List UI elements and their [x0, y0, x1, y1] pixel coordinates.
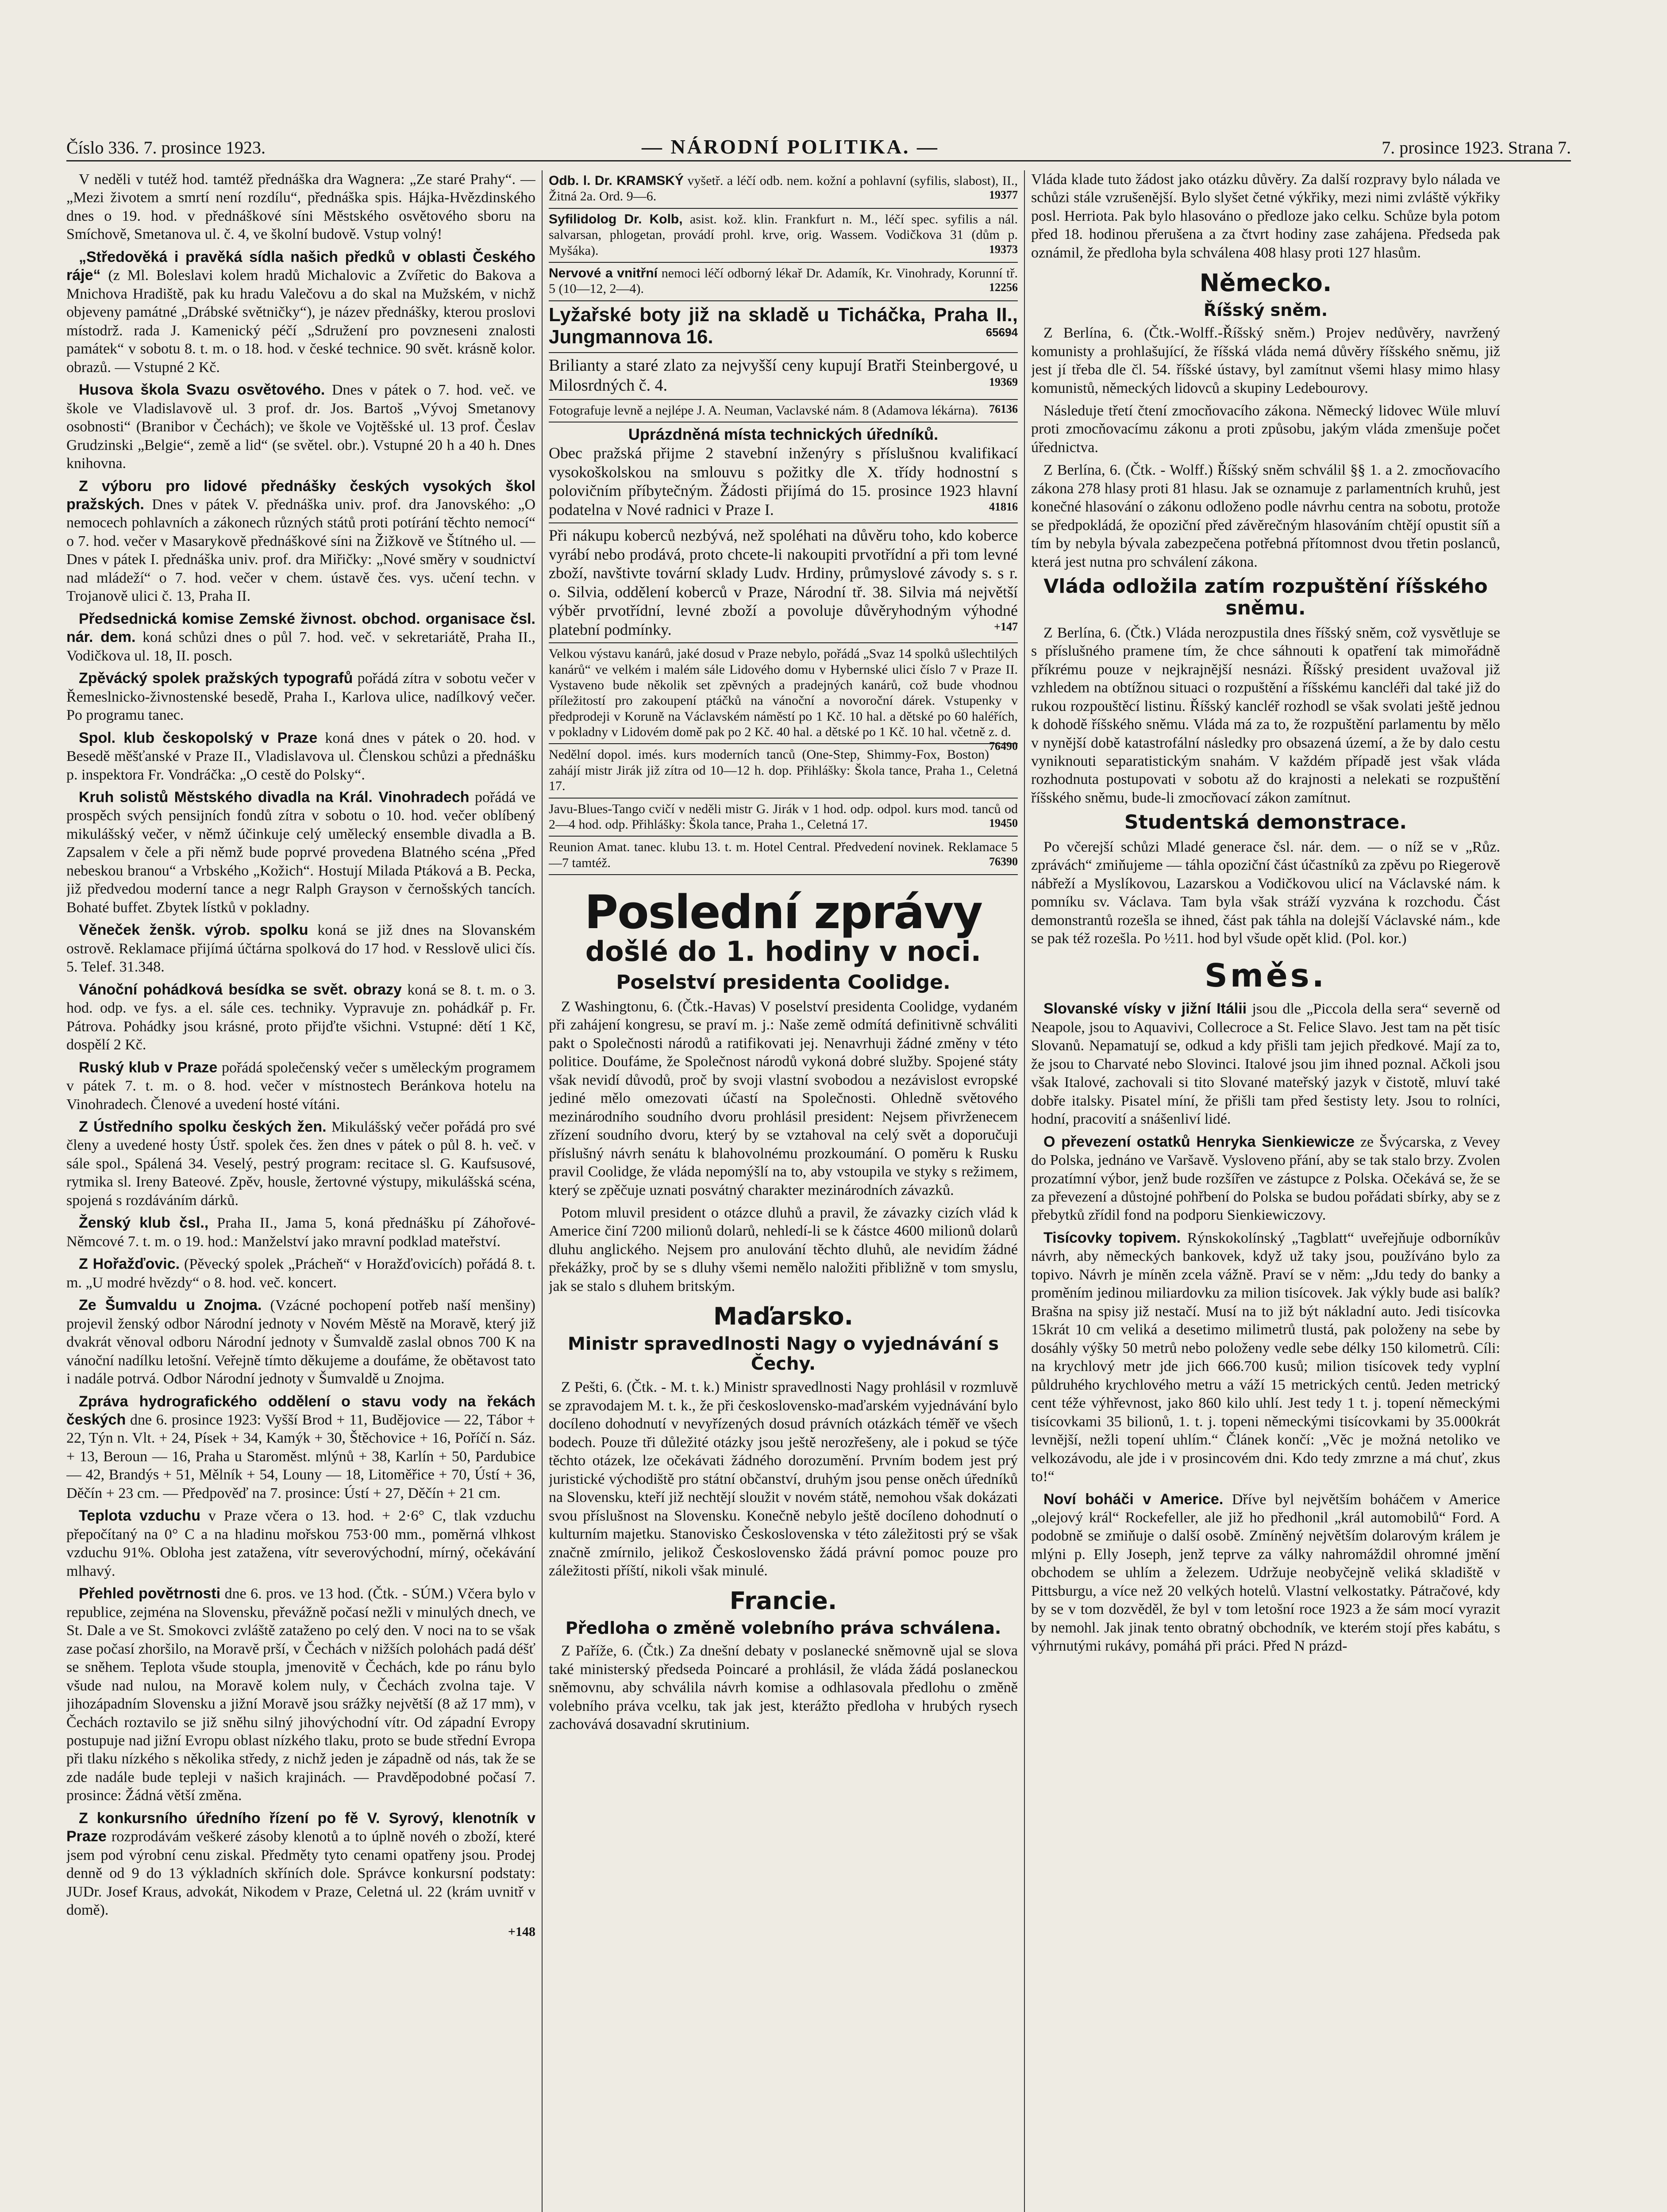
- header-rule: [66, 160, 1571, 161]
- headline: Ministr spravedlnosti Nagy o vyjednávání s Čechy.: [567, 1333, 999, 1374]
- subheading: Říšský sněm.: [1203, 300, 1328, 320]
- issue-number: Číslo 336. 7. prosince 1923.: [66, 138, 266, 157]
- canary-ad: Velkou výstavu kanárů, jaké dosud v Praze nebylo, pořádá „Svaz 14 spolků ušlechtilých kanárů“ ve velkém i malém sále Lidového domu v Hybernské ulici číslo 7 v Praze II. Vystaveno bude několik set zpěvných a pradejných kanárů, což bude vhodnou příležitostí pro zakoupení ptáčků na vánoční a novoroční dárek. Vstupenky v předprodeji v Koruně na Václavském náměstí po 1 Kč. 10 hal. a dětské po 60 haléřích, v pokladny v Lidovém domě pak po 2 Kč. 40 hal. a dětské po 1 Kč. 10 hal. včetně z. d. 76490: [549, 643, 1018, 744]
- notice: Z Ústředního spolku českých žen. Mikulášský večer pořádá pro své členy a uvedené hosty Ústř. spolek čes. žen dnes v pátek o půl 8. h. več. v sále spol., Spálená 34. Veselý, pestrý program: recitace sl. G. Kaufsusové, rytmika sl. Ireny Bateové. Zpěv, housle, žertovné výstupy, mikulášská scéna, spojená s rozdáváním dárků.: [66, 1118, 535, 1209]
- column-2: [549, 170, 1018, 2212]
- headline: Předloha o změně volebního práva schválena.: [565, 1618, 1001, 1638]
- notice: Věneček ženšk. výrob. spolku koná se již dnes na Slovanském ostrově. Reklamace přijímá účtárna spolková do 17 hod. v Resslově ulici čís. 5. Telef. 31.348.: [66, 922, 535, 975]
- article-paragraph: Po včerejší schůzi Mladé generace čsl. nár. dem. — o níž se v „Růz. zprávách“ zmiňujeme — táhla opoziční část účastníků za zpěvu po Riegerově nábřeží a Myslíkovou, Lazarskou a Vodičkovou ulicí na Václavské nám. k pomníku sv. Václava. Tam byla však stráží vyzvána k rozchodu. Část demonstrantů rozešla se ihned, část pak táhla na dolejší Václavské nám., kde se pak též rozešla. Po ½11. hod byl všude opět klid. (Pol. kor.): [1031, 838, 1500, 947]
- section-heading-miscellany: Směs.: [1205, 957, 1327, 995]
- notice: Spol. klub českopolský v Praze koná dnes v pátek o 20. hod. v Besedě měšťanské v Praze II., Vladislavova ul. Členskou schůzi a přednášku p. inspektora Fr. Vondráčka: „O cestě do Polsky“.: [66, 729, 535, 783]
- notice: Z výboru pro lidové přednášky českých vysokých škol pražských. Dnes v pátek V. přednáška univ. prof. dra Janovského: „O nemocech pohlavních a zákonech různých států proti potírání těchto nemocí“ o 7. hod. večer v Masarykově přednáškové síni na Žižkově ve Štítného ul. — Dnes v pátek I. přednáška univ. prof. dra Miřičky: „Nové směry v soudnictví nad mládeží“ o 7. hod. večer v chem. ústavě čes. vys. učení techn. v Trojanově ulici č. 13, Praha II.: [66, 477, 535, 605]
- masthead: — NÁRODNÍ POLITIKA. —: [642, 135, 939, 158]
- ad-number: +148: [508, 1924, 535, 1939]
- notice: Předsednická komise Zemské živnost. obchod. organisace čsl. nár. dem. koná schůzi dnes o půl 7. hod. več. v sekretariátě, Praha II., Vodičkova ul. 18, II. posch.: [66, 610, 535, 664]
- notice: „Středověká i pravěká sídla našich předků v oblasti Českého ráje“ (z Ml. Boleslavi kolem hradů Michalovic a Zvířetic do Bakova a Mnichova Hradiště, pak ku hradu Valečovu a do skal na Mužském, v nichž objeveny památné „Drábské světničky“), je název přednášky, kterou proslovi místodrž. rada J. Kamenický péčí „Sdružení pro povzneseni znalosti památek“ v sobotu 8. t. m. o 18. hod. v české technice. 90 svět. krásně kolor. obrazů. — Vstupné 2 Kč.: [66, 248, 535, 376]
- water-level-report: Zpráva hydrografického oddělení o stavu vody na řekách českých dne 6. prosince 1923: Vyšší Brod + 11, Budějovice — 22, Tábor + 22, Týn n. Vlt. + 24, Písek + 34, Kamýk + 30, Štěchovice + 16, Poříčí n. Sáz. + 13, Beroun — 16, Praha u Staroměst. mlýnů + 38, Karlín + 50, Pardubice — 42, Brandýs + 51, Mělník + 54, Louny — 18, Litoměřice + 70, Ústí + 36, Děčín + 23 cm. — Předpověď na 7. prosince: Ústí + 27, Děčín + 21 cm.: [66, 1393, 535, 1502]
- article-paragraph: Potom mluvil president o otázce dluhů a pravil, že závazky cizích vlád k Americe činí 7200 milionů dolarů, nehledí-li se k částce 4600 milionů dolarů dluhu anglického. Nejsem pro anulování těchto dluhů, ale nevidím žádné překážky, proč by se s dluhy všemi nemělo naložiti přibližně v tom smyslu, jak se stalo s dluhem britským.: [549, 1205, 1018, 1294]
- page-number: 7. prosince 1923. Strana 7.: [1382, 138, 1571, 157]
- notice: Z konkursního úředního řízení po fě V. Syrový, klenotník v Praze rozprodávám veškeré zásoby klenotů a to úplně novéh o zboží, které jsem pod výrobní cenu ziskal. Předměty tyto cenami opatřeny jsou. Prodej denně od 9 do 13 výkladních skříních dole. Správce konkursní podstaty: JUDr. Josef Kraus, advokát, Nikodem v Praze, Celetná ul. 22 (krám uvnitř v domě).: [66, 1809, 535, 1919]
- article-paragraph: Vláda klade tuto žádost jako otázku důvěry. Za další rozpravy bylo nálada ve schůzi stále vzrušenější. Bylo slyšet četné výkřiky, mezi nimi zvláště výkřiky posl. Herriota. Pak bylo hlasováno o předloze jako celku. Schůze byla potom před 18. hodinou přerušena a za čtvrt hodiny zase zahájena. Předseda pak oznámil, že předloha byla schválena 408 hlasy proti 127 hlasům.: [1031, 171, 1500, 261]
- column-divider: [1024, 170, 1025, 2212]
- boots-ad: Lyžařské boty již na skladě u Ticháčka, Praha II., Jungmannova 16. 65694: [549, 301, 1018, 353]
- reunion-ad: Reunion Amat. tanec. klubu 13. t. m. Hotel Central. Předvedení novinek. Reklamace 5—7 tamtéž. 76390: [549, 837, 1018, 875]
- column-divider: [542, 170, 543, 2212]
- notice: Kruh solistů Městského divadla na Král. Vinohradech pořádá ve prospěch svých pensijních fondů zítra v sobotu o 10. hod. večer oblíbený mikulášský večer, v němž účinkuje celý umělecký ensemble divadla a B. Zapsalem v čele a při němž bude poprvé provedena Blatného scéna „Před nebeskou branou“ a Vrbského „Kožich“. Hostují Milada Ptáková a B. Pecka, již předvedou moderní tance a negr Ralph Grayson v černošských tancích. Bohaté buffet. Zbytek lístků v pokladny.: [66, 789, 535, 916]
- article-paragraph: Z Washingtonu, 6. (Čtk.-Havas) V poselství presidenta Coolidge, vydaném při zahájení kongresu, se praví m. j.: Naše země odmítá definitivně schváliti pakt o Společnosti národů a ratifikovati jej. Nenavrhuji žádné změny v této politice. Doufáme, že Společnost národů vykoná dobré služby. Spojené státy však nevidí důvodů, proč by svoji vlastní svobodou a nezávislost evropské jediné mělo omezovati účastí na Společnosti. Ohledně světového mezinárodního soudního dvoru prohlásil president: Nejsem přivrženecem zřízení soudního dvoru, který by se vztahoval na celý svět a doporučuji příslušný návrh senátu k blahovolnému prozkoumání. O poměru k Rusku pravil Coolidge, že vláda nepomýšlí na to, aby vstoupila ve styky s režimem, který se zpěčuje uznati posvátný charakter mezinárodních závazků.: [549, 998, 1018, 1198]
- column-3: [1031, 170, 1500, 2212]
- job-ad: Uprázdněná místa technických úředníků. Obec pražská přijme 2 stavební inženýry s příslušnou kvalifikací vysokoškolskou na smlouvu s požitky dle X. třídy hodnostní s polovičním příbytečným. Žádosti přijímá do 15. prosince 1923 hlavní podatelna v Nové radnici v Praze I. 41816: [549, 422, 1018, 523]
- article-paragraph: Z Berlína, 6. (Čtk.-Wolff.-Říšský sněm.) Projev nedůvěry, navržený komunisty a prohlašující, že říšská vláda nemá důvěry říšského sněmu, již jest jí třeba dle čl. 54. říšské ústavy, byl zamítnut všemi hlasy mimo hlasy komunistů, německých lidovců a skupiny Ledebourovy.: [1031, 325, 1500, 396]
- section-heading: Francie.: [729, 1587, 837, 1615]
- notice: V neděli v tutéž hod. tamtéž přednáška dra Wagnera: „Ze staré Prahy“. — „Mezi životem a smrtí není rozdílu“, přednáška spis. Hájka-Hvězdinského dnes o 19. hod. v přednáškové síni Městského osvětového sboru na Smíchově, Smetanova ul. č. 4, ve školní budově. Vstup volný!: [66, 171, 535, 243]
- notice: Ze Šumvaldu u Znojma. (Vzácné pochopení potřeb naší menšiny) projevil ženský odbor Národní jednoty v Novém Městě na Moravě, který již dvakrát věnoval odboru Národní jednoty v Šumvaldě zaslal obnos 700 K na vánoční nadílku letošní. Veřejně tímto děkujeme a doufáme, že obětavost tato i nadále potrvá. Odbor Národní jednoty v Šumvaldě u Znojma.: [66, 1297, 535, 1387]
- notice: Z Hořažďovic. (Pěvecký spolek „Prácheň“ v Horažďovicích) pořádá 8. t. m. „U modré hvězdy“ o 8. hod. več. koncert.: [66, 1256, 535, 1291]
- news-item: Slovanské vísky v jižní Itálii jsou dle „Piccola della sera“ severně od Neapole, jsou to Aquavivi, Collecroce a St. Felice Slavo. Jest tam na pět tisíc Slovanů. Nepamatují se, odkud a kdy přišli tam jejich předkové. Mají za to, že jsou to Charvaté nebo Slovinci. Italové jsou jim ihned poznal. Ačkoli jsou však Italové, zachovali si tito Slované mateřský jazyk v čistotě, mluví také dobře italsky. Pisatel míní, že přišli tam před šestisty lety. Jsou to rolníci, hodní, pracovití a snášenliví lidé.: [1031, 1000, 1500, 1128]
- classified-ad: Syfilidolog Dr. Kolb, asist. kož. klin. Frankfurt n. M., léčí spec. syfilis a nál. salvarsan, phlogetan, provádí prohl. krve, orig. Wassem. Vodičkova 31 (dům p. Myšáka). 19373: [549, 209, 1018, 263]
- notice: Vánoční pohádková besídka se svět. obrazy koná se 8. t. m. o 3. hod. odp. ve fys. a el. sále ces. techniky. Vypravuje zn. pohádkář p. Fr. Pátrova. Pohádky jsou krásné, proto přijďte všichni. Vstupné: dětí 1 Kč, dospělí 2 Kč.: [66, 981, 535, 1053]
- news-item: O převezení ostatků Henryka Sienkiewicze ze Švýcarska, z Vevey do Polska, jednáno ve Varšavě. Vysloveno přání, aby se tak stalo brzy. Zvolen prozatímní výbor, jenž bude rozšířen ve zástupce z Polska. Očekává se, že se za převezení a důstojné pohřbení do Polska se budou pořádati sbírky, aby se z přebytků zřídil fond na podporu Sienkiewiczovy.: [1031, 1133, 1500, 1224]
- headline: Vláda odložila zatím rozpuštění říšského sněmu.: [1043, 575, 1488, 620]
- classified-ad: Odb. l. Dr. KRAMSKÝ vyšetř. a léčí odb. nem. kožní a pohlavní (syfilis, slabost), II., Žitná 2a. Ord. 9—6. 19377: [549, 170, 1018, 209]
- section-heading: Maďarsko.: [713, 1302, 854, 1331]
- page-header: [66, 133, 1571, 164]
- headline: Studentská demonstrace.: [1124, 811, 1407, 834]
- article-paragraph: Z Berlína, 6. (Čtk. - Wolff.) Říšský sněm schválil §§ 1. a 2. zmocňovacího zákona 278 hlasy proti 81 hlasu. Jak se oznamuje z parlamentních kruhů, jest konečné hlasování o zákonu odloženo podle návrhu centra na sobotu, protože se předpokládá, že opoziční před závěrečným hlasováním chtějí opustit síň a tím by nebyla bývala zabezpečena potřebná přítomnost dvou třetin poslanců, která jest nutna pro schválení zákona.: [1031, 462, 1500, 570]
- gold-ad: Brilianty a staré zlato za nejvyšší ceny kupují Bratři Steinbergové, u Milosrdných č. 4. 19369: [549, 353, 1018, 400]
- article-paragraph: Z Pešti, 6. (Čtk. - M. t. k.) Ministr spravedlnosti Nagy prohlásil v rozmluvě se zpravodajem M. t. k., že při československo-maďarském vyjednávání bylo docíleno dohodnutí v nevyřízených dosud právních otázkách téměř ve všech bodech. Pouze tři důležité otázky jsou ještě nerozřešeny, ale i pokud se týče těchto otázek, lze očekávati žádného dorozumění. Prvním bodem jest prý juristické východiště pro státní občanství, druhým jsou pense oněch úředníků na Slovensku, kteří již nechtějí sloužit v novém státě, nemohou však dokázati svou příslušnost na Slovensku. Konečně nebylo ještě docíleno dohodnutí o kulturním majetku. Stanovisko Československa v této záležitosti prý se však značně zmírnilo, jelikož Československo žádá právní pomoc pouze pro záležitosti příští, nikoli však minulé.: [549, 1379, 1018, 1579]
- article-paragraph: Z Paříže, 6. (Čtk.) Za dnešní debaty v poslanecké sněmovně ujal se slova také ministerský předseda Poincaré a prohlásil, že vláda žádá poslaneckou sněmovnu, aby schválila návrh komise a odhlasovala předlohu o změně volebního práva vcelku, tak jak jest, kterážto předloha v hrubých rysech zachovává dosavadní skrutinium.: [549, 1643, 1018, 1733]
- notice: Husova škola Svazu osvětového. Dnes v pátek o 7. hod. več. ve škole ve Vladislavově ul. 3 prof. dr. Jos. Bartoš „Vývoj Smetanovy osobnosti“ (Branibor v Čechách); ve škole ve Vojtěšské ul. 13 prof. Česlav Grudzinski „Belgie“, země a lid“ (se světel. obr.). Vstupné 20 h a 40 h. Dnes knihovna.: [66, 381, 535, 472]
- dance-ad: Javu-Blues-Tango cvičí v neděli mistr G. Jirák v 1 hod. odp. odpol. kurs mod. tanců od 2—4 hod. odp. Přihlášky: Škola tance, Praha 1., Celetná 17. 19450: [549, 799, 1018, 837]
- article-paragraph: Z Berlína, 6. (Čtk.) Vláda nerozpustila dnes říšský sněm, což vysvětluje se s příslušného pramene tím, že chce sáhnouti k opatření tak mimořádně příkrému pouze v nejkrajnější nesnázi. Říšský president uvažoval již vzhledem na obtížnou situaci o rozpuštění a říšskému kancléři dal také již do rukou rozpouštěcí listinu. Říšský kancléř rozhodl se však svolati ještě jednou k dohodě říšského sněmu. Vláda má za to, že rozpuštění parlamentu by mělo v nynější době katastrofální následky pro obsazená území, a že by dalo cestu vyniknouti separatistickým snahám. V každém případě jest však vláda rozhodnuta postupovati v sobotu až do krajnosti a nelekati se rozpuštění říšského sněmu, bude-li zmocňovací zákon zamítnut.: [1031, 624, 1500, 806]
- headline: Poselství presidenta Coolidge.: [616, 971, 951, 994]
- dance-ad: Nedělní dopol. imés. kurs moderních tanců (One-Step, Shimmy-Fox, Boston) zahájí mistr Jirák již zítra od 10—12 h. dop. Přihlášky: Škola tance, Praha 1., Celetná 17.: [549, 744, 1018, 798]
- air-temperature-report: Teplota vzduchu v Praze včera o 13. hod. + 2·6° C, tlak vzduchu přepočítaný na 0° C a na hladinu mořskou 753·00 mm., poměrná vlhkost vzduchu 91%. Obloha jest zatažena, vítr severovýchodní, mírný, očekávání mlhavý.: [66, 1507, 535, 1579]
- weather-report: Přehled povětrnosti dne 6. pros. ve 13 hod. (Čtk. - SÚM.) Včera bylo v republice, zejména na Slovensku, převážně počasí nežli v minulých dnech, ve St. Dale a ve St. Smokovci zvláště zataženo po celý den. V noci na to se však zase počasí zhoršilo, na Moravě prší, v Čechách v nižších polohách padá déšť se sněhem. Teplota všude stoupla, jmenovitě v Čechách, kde po ránu bylo všude nad nulou, na Moravě kolem nuly, v Čechách zvolna taje. V jihozápadním Slovensku a jižní Moravě jsou srážky největší (8 až 17 mm), v Čechách roztavilo se již sněhu silný jihovýchodní vítr. Od západní Evropy postupuje nad jižní Evropu oblast nízkého tlaku, proto se bude střední Evropa při tlaku nízkého s několika středy, z nichž jeden je západně od nás, tak že se zde nadále bude tepleji v našich krajinách. — Pravděpodobné počasí 7. prosince: Žádná větší změna.: [66, 1585, 535, 1804]
- article-paragraph: Následuje třetí čtení zmocňovacího zákona. Německý lidovec Wüle mluví proti zmocňovacímu zákonu a proti způsobu, jakým vláda zmenšuje počet úřednictva.: [1031, 402, 1500, 456]
- latest-news-banner: Poslední zprávy: [584, 885, 982, 940]
- notice: Zpěvácký spolek pražských typografů pořádá zítra v sobotu večer v Řemeslnicko-živnostenské besedě, Praha I., Karlova ulice, nadílkový večer. Po programu tanec.: [66, 670, 535, 724]
- column-1: [66, 170, 535, 2212]
- photo-ad: Fotografuje levně a nejlépe J. A. Neuman, Vaclavské nám. 8 (Adamova lékárna). 76136: [549, 400, 1018, 422]
- classified-ad: Nervové a vnitřní nemoci léčí odborný lékař Dr. Adamík, Kr. Vinohrady, Korunní tř. 5 (10—12, 2—4). 12256: [549, 263, 1018, 301]
- notice: Ruský klub v Praze pořádá společenský večer s uměleckým programem v pátek 7. t. m. o 8. hod. večer v místnostech Beránkova hotelu na Vinohradech. Členové a uvedení hosté vítáni.: [66, 1059, 535, 1113]
- news-item: Tisícovky topivem. Rýnskokolínský „Tagblatt“ uveřejňuje odborníkův návrh, aby německých bankovek, když už taky jsou, používáno bylo za topivo. Návrh je míněn zcela vážně. Praví se v něm: „Jdu tedy do banky a proměním jedinou miliardovku za milion tisícovek. Jak výkly bude asi balík? Brašna na spisy již nestačí. Musí na to již být nákladní auto. Jedi tisícovka 15krát 10 cm veliká a desetimo milimetrů tlustá, pak položeny na sebe by dosáhly výšky 50 metrů nebo položeny vedle sebe délky 150 kilometrů. Cíli: na krychlový metr jde jich 666.700 kusů; milion tisícovek tedy vyplní půldruhého krychlového metru a váží 15 metrických centů. Jeden metrický cent téže výhřevnost, jako 860 kilo uhlí. Jest tedy 1 t. j. topení německými tisícovkami 35 bilionů, 1. t. j. topeni německými tisícovkami by 35.000krát levnější, nežli topení uhlím.“ Článek končí: „Věc je možná netoliko ve velkozávodu, ale jde i v prosincovém dni. Kdo tedy zmrzne a má chuť, zkus to!“: [1031, 1229, 1500, 1485]
- notice: Ženský klub čsl., Praha II., Jama 5, koná přednášku pí Záhořové-Němcové 7. t. m. o 19. hod.: Manželství jako mravní podklad mateřství.: [66, 1214, 535, 1250]
- news-item: Noví boháči v Americe. Dříve byl největším boháčem v Americe „olejový král“ Rockefeller, ale již ho předhonil „král automobilů“ Ford. A podobně se zmiňuje o další osobě. Zmíněný největším dolarovým králem je mlýni p. Elly Joseph, jenž teprve za války nahromáždil ohromné jmění obchodem se uhlím a železem. Udržuje neobyčejně veliká skladiště v Pittsburgu, a více než 20 velkých hotelů. Vlastní velkostatky. Pátračové, kdy by se v tom dozvěděl, že byl v tom letošní roce 1923 a že sám mocí vyrazit by nemohl. Jak jinak tento obratný obchodník, ve kterém stojí přes kabátu, s výhrnutými rukávy, pomáhá při práci. Před N prázd-: [1031, 1490, 1500, 1655]
- section-heading: Německo.: [1199, 269, 1332, 297]
- carpet-ad: Při nákupu koberců nezbývá, než spoléhati na důvěru toho, kdo koberce vyrábí nebo prodává, proto chcete-li nakoupiti prvotřídní a při tom levné zboží, navštivte tovární sklady Ludv. Hrdiny, průmyslové závody s. s r. o. Silvia, oddělení koberců v Praze, Národní tř. 38. Silvia má největší výběr prvotřídní, levné zboží a povoluje důvěryhodným výhodné platební podmínky. +147: [549, 523, 1018, 643]
- latest-news-subbanner: došlé do 1. hodiny v noci.: [585, 935, 982, 968]
